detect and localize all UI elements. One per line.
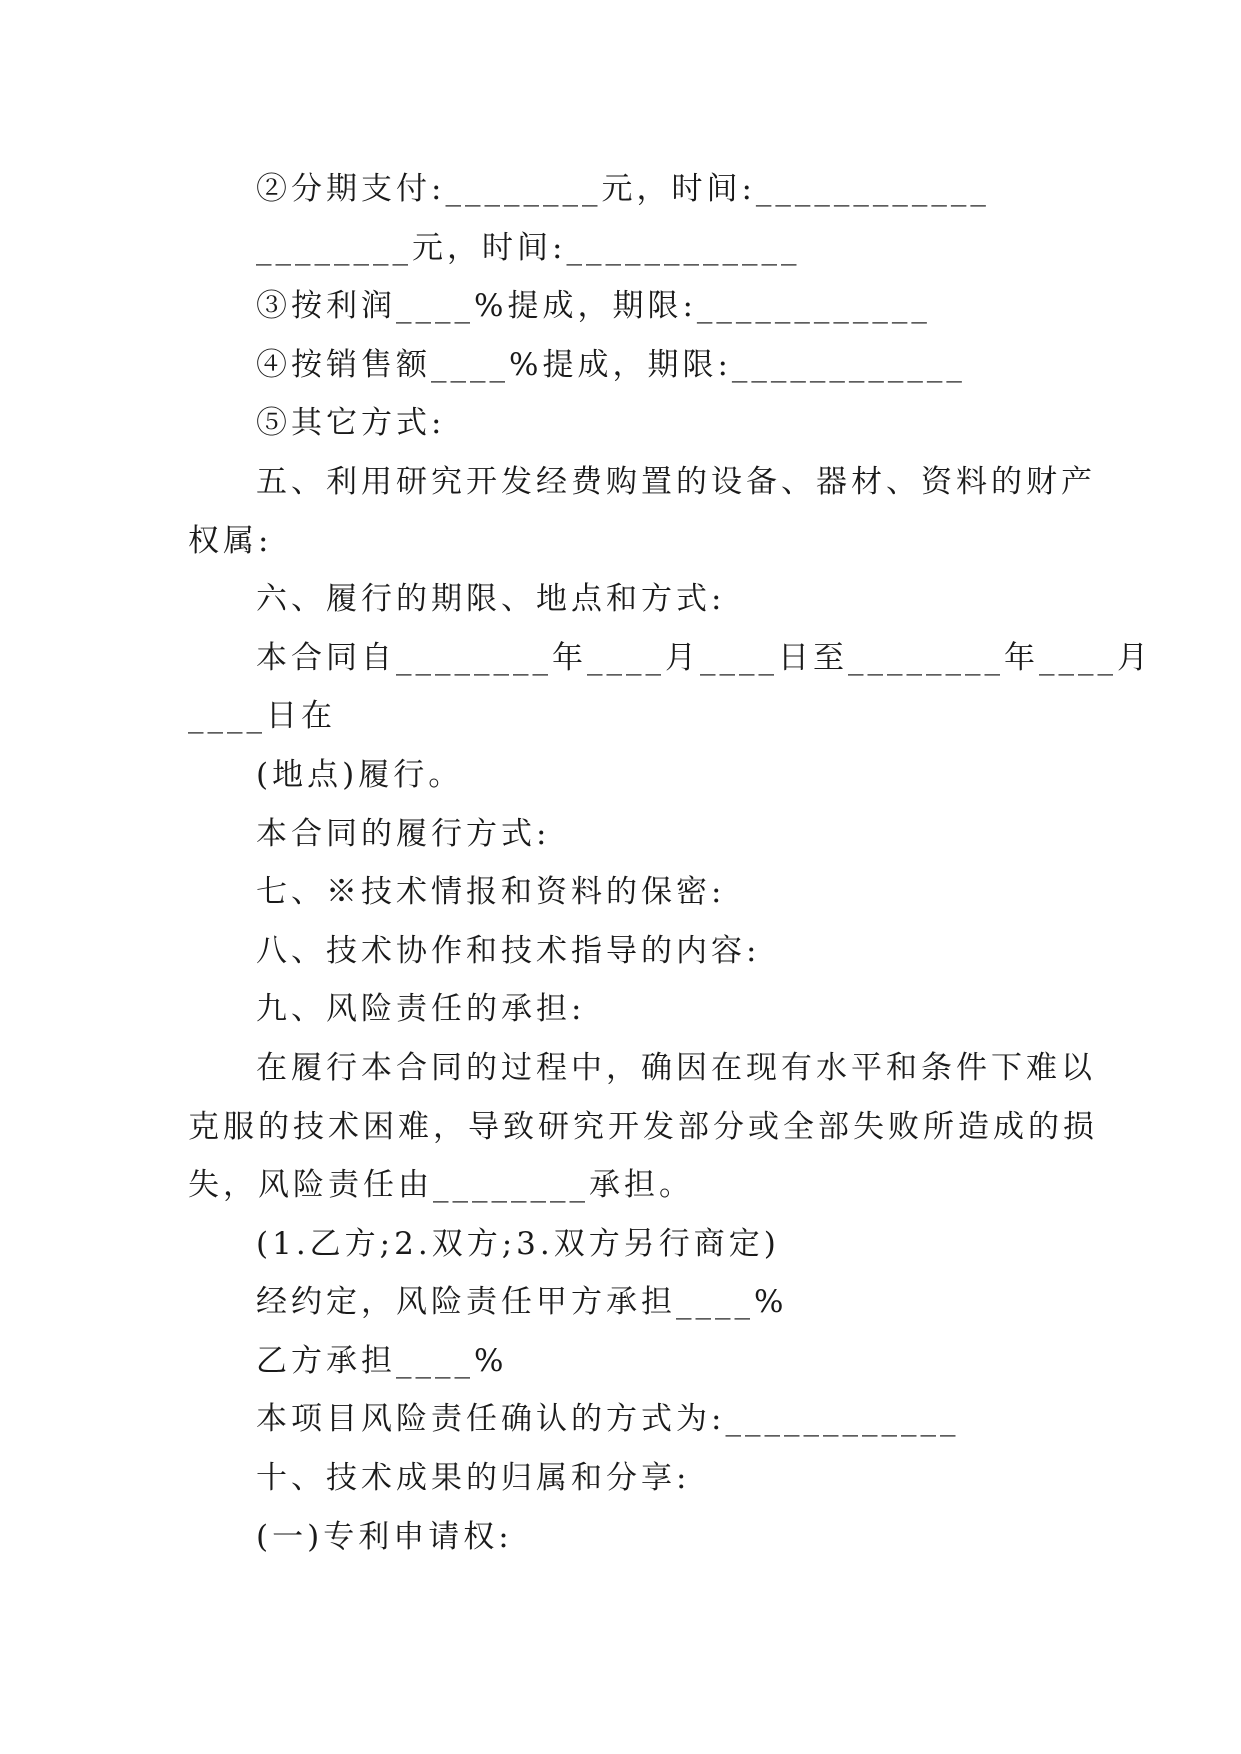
paragraph-line: ____日在 bbox=[188, 698, 336, 735]
section-heading: 七、※技术情报和资料的保密: bbox=[256, 874, 726, 911]
paragraph-line: (1.乙方;2.双方;3.双方另行商定) bbox=[256, 1225, 780, 1262]
section-heading: 九、风险责任的承担: bbox=[256, 991, 586, 1028]
paragraph-line: 本项目风险责任确认的方式为:____________ bbox=[256, 1401, 960, 1438]
paragraph-line: 权属: bbox=[188, 522, 273, 559]
section-heading: 十、技术成果的归属和分享: bbox=[256, 1460, 691, 1497]
paragraph-line: ③按利润____%提成，期限:____________ bbox=[256, 288, 931, 325]
paragraph-line: 失，风险责任由________承担。 bbox=[188, 1167, 694, 1204]
paragraph-line: ⑤其它方式: bbox=[256, 405, 446, 442]
paragraph-line: ________元，时间:____________ bbox=[256, 229, 801, 266]
document-body bbox=[188, 160, 1152, 1566]
subsection-heading: (一)专利申请权: bbox=[256, 1518, 513, 1555]
paragraph-line: (地点)履行。 bbox=[256, 756, 464, 793]
paragraph-line: 经约定，风险责任甲方承担____% bbox=[256, 1284, 788, 1321]
paragraph-line: ④按销售额____%提成，期限:____________ bbox=[256, 346, 966, 383]
paragraph-line: 克服的技术困难，导致研究开发部分或全部失败所造成的损 bbox=[188, 1108, 1098, 1145]
paragraph-line: 在履行本合同的过程中，确因在现有水平和条件下难以 bbox=[256, 1049, 1096, 1086]
section-heading: 六、履行的期限、地点和方式: bbox=[256, 581, 726, 618]
paragraph-line: ②分期支付:________元，时间:____________ bbox=[256, 171, 990, 207]
paragraph-line: 乙方承担____% bbox=[256, 1342, 508, 1379]
section-heading: 八、技术协作和技术指导的内容: bbox=[256, 932, 761, 969]
paragraph-line: 本合同自________年____月____日至________年____月 bbox=[256, 639, 1152, 676]
paragraph-line: 本合同的履行方式: bbox=[256, 815, 551, 852]
section-heading: 五、利用研究开发经费购置的设备、器材、资料的财产 bbox=[256, 463, 1096, 500]
